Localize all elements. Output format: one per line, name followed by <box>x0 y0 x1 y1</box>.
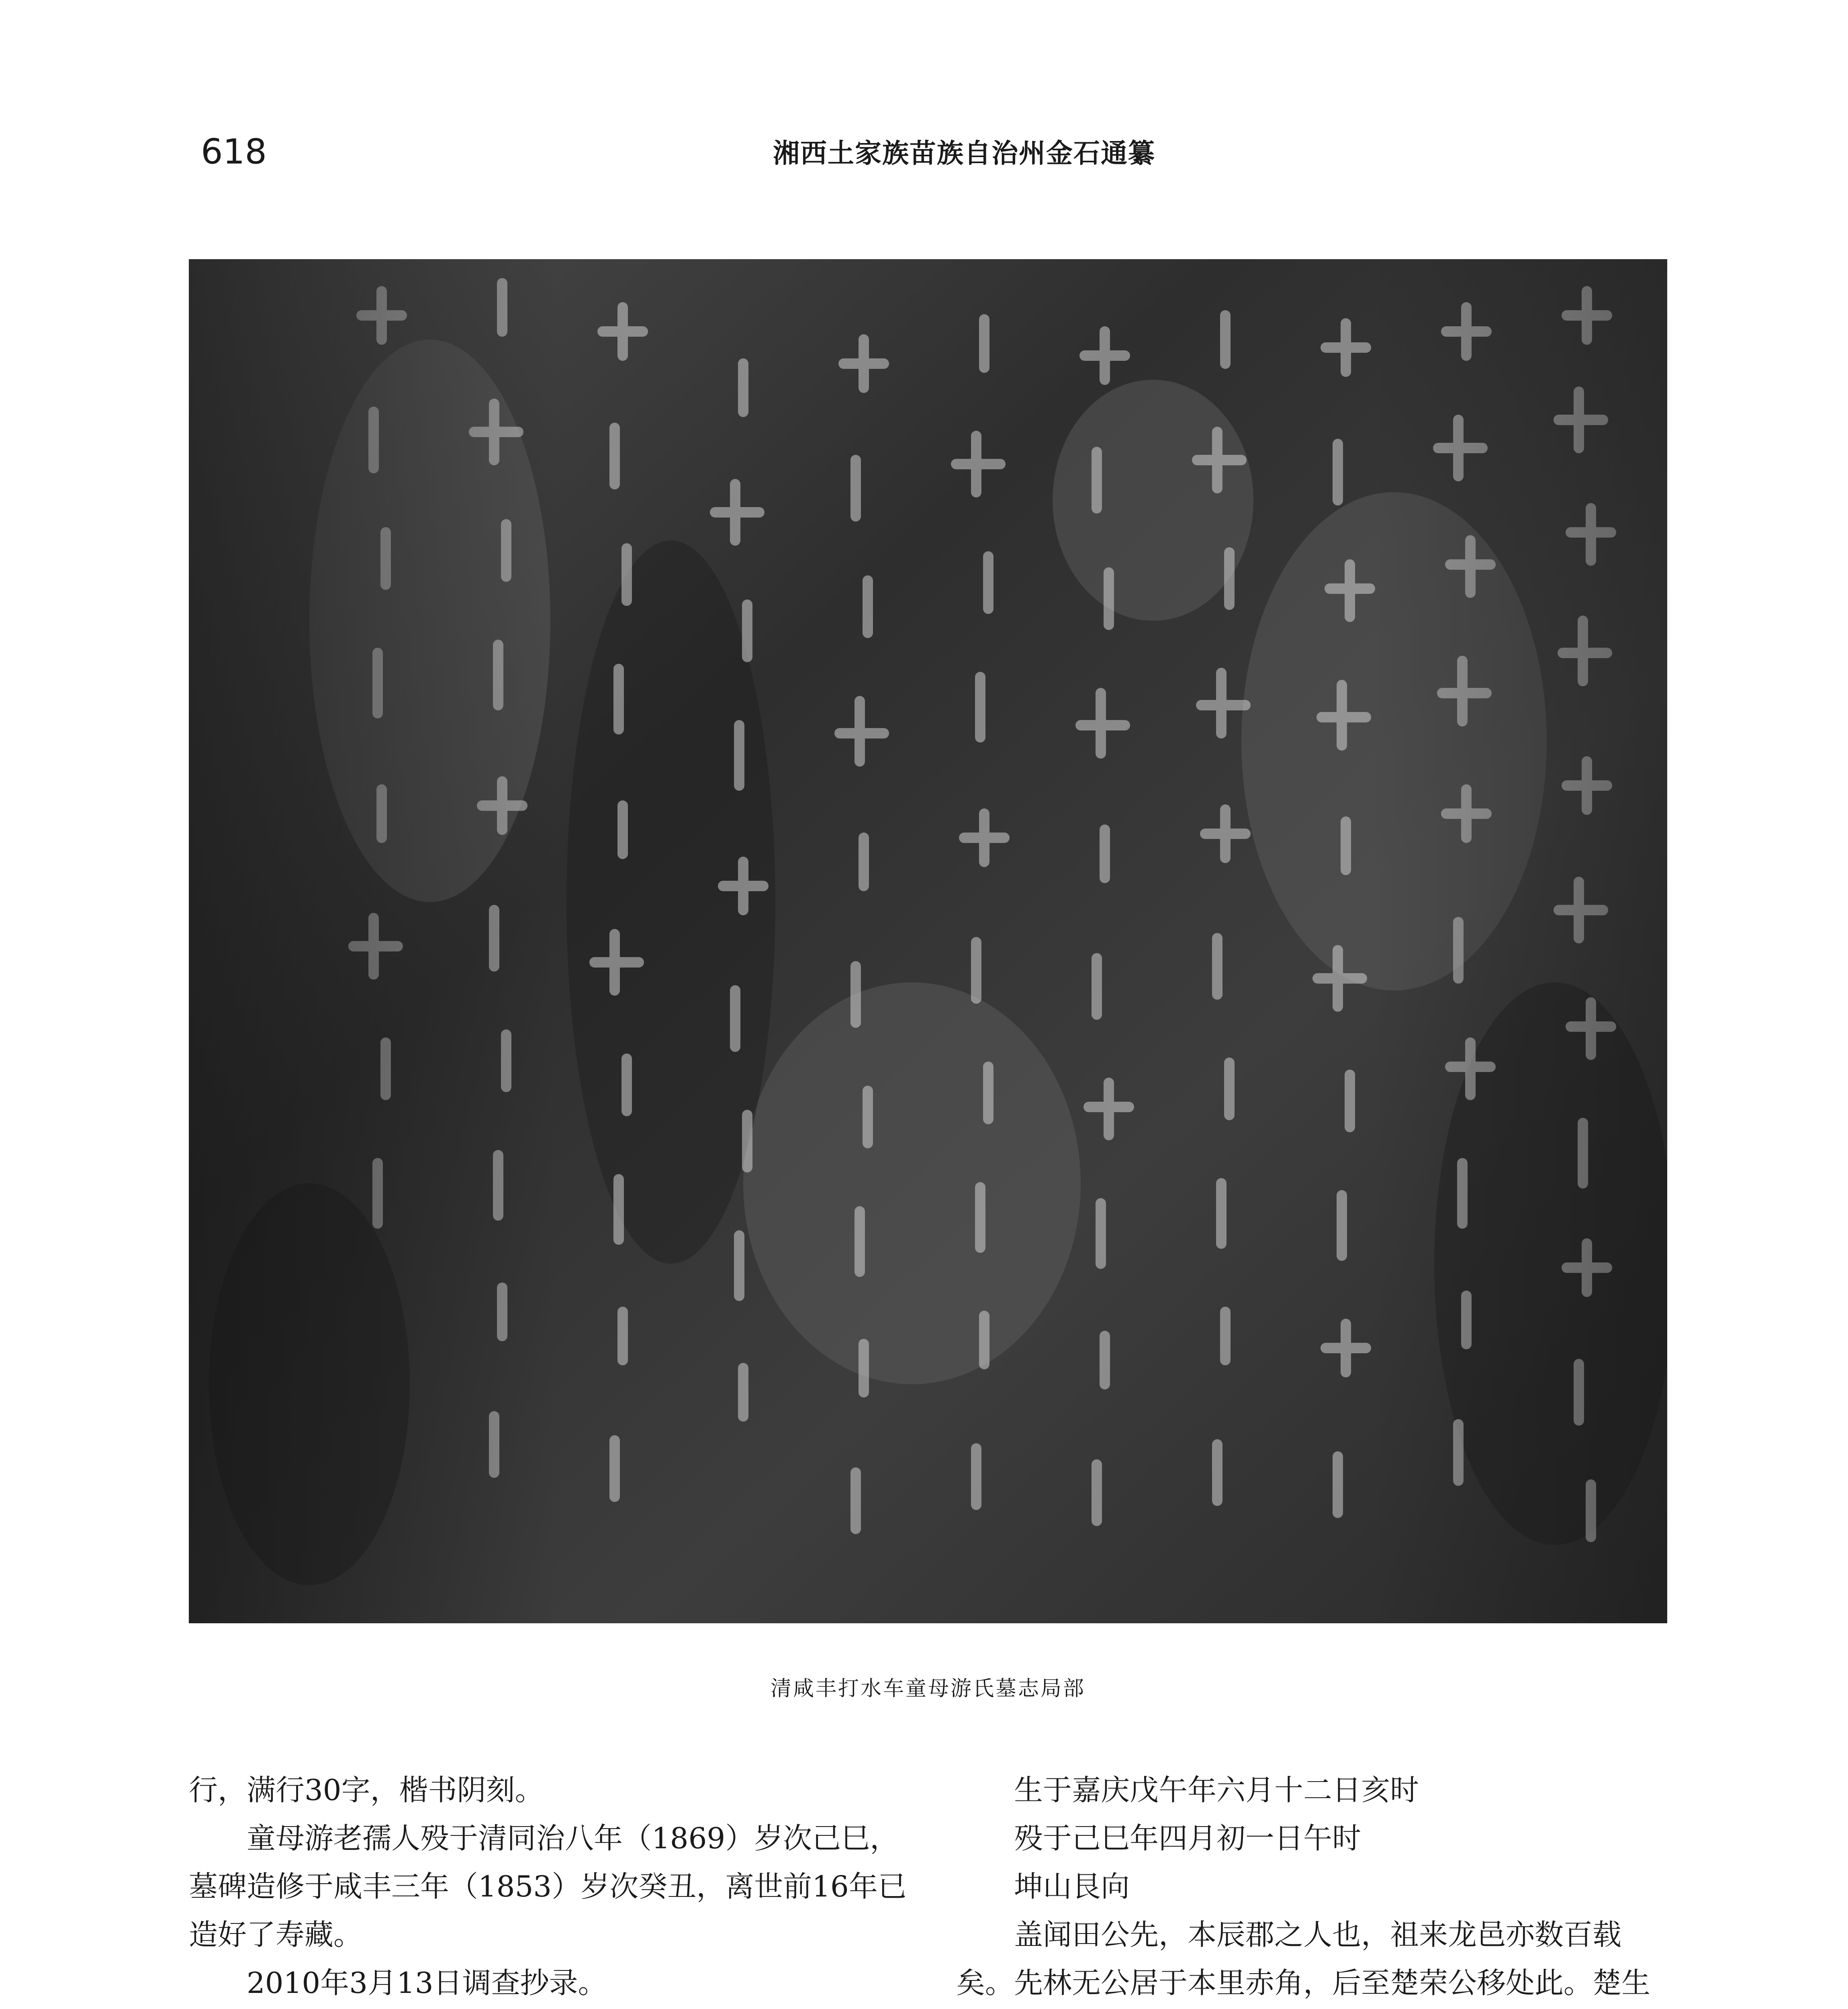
figure-caption: 清咸丰打水车童母游氏墓志局部 <box>770 1677 1085 1701</box>
death-line: 殁于己巳年四月初一日午时 <box>1014 1821 1361 1855</box>
paragraph: 童母游老孺人殁于清同治八年（1869）岁次己巳，墓碑造修于咸丰三年（1853）岁次癸丑，离世前16年已造好了寿藏。 <box>189 1821 907 1952</box>
page-number: 618 <box>201 132 267 172</box>
birth-line: 生于嘉庆戊午年六月十二日亥时 <box>1014 1773 1419 1807</box>
stele-rubbing-image <box>189 259 1667 1623</box>
right-column <box>956 1766 1667 2009</box>
paragraph: 2010年3月13日调查抄录。 <box>247 1966 607 2000</box>
paragraph: 行，满行30字，楷书阴刻。 <box>189 1773 544 1807</box>
stele-photo <box>189 259 1667 1623</box>
epitaph-body: 盖闻田公先，本辰郡之人也，祖来龙邑亦数百载矣。先林无公居于本里赤角，后至楚荣公移处此。楚生 <box>956 1918 1651 2000</box>
orientation-line: 坤山艮向 <box>1014 1870 1130 1903</box>
left-column <box>189 1766 920 2007</box>
running-title: 湘西土家族苗族自治州金石通纂 <box>773 138 1155 169</box>
